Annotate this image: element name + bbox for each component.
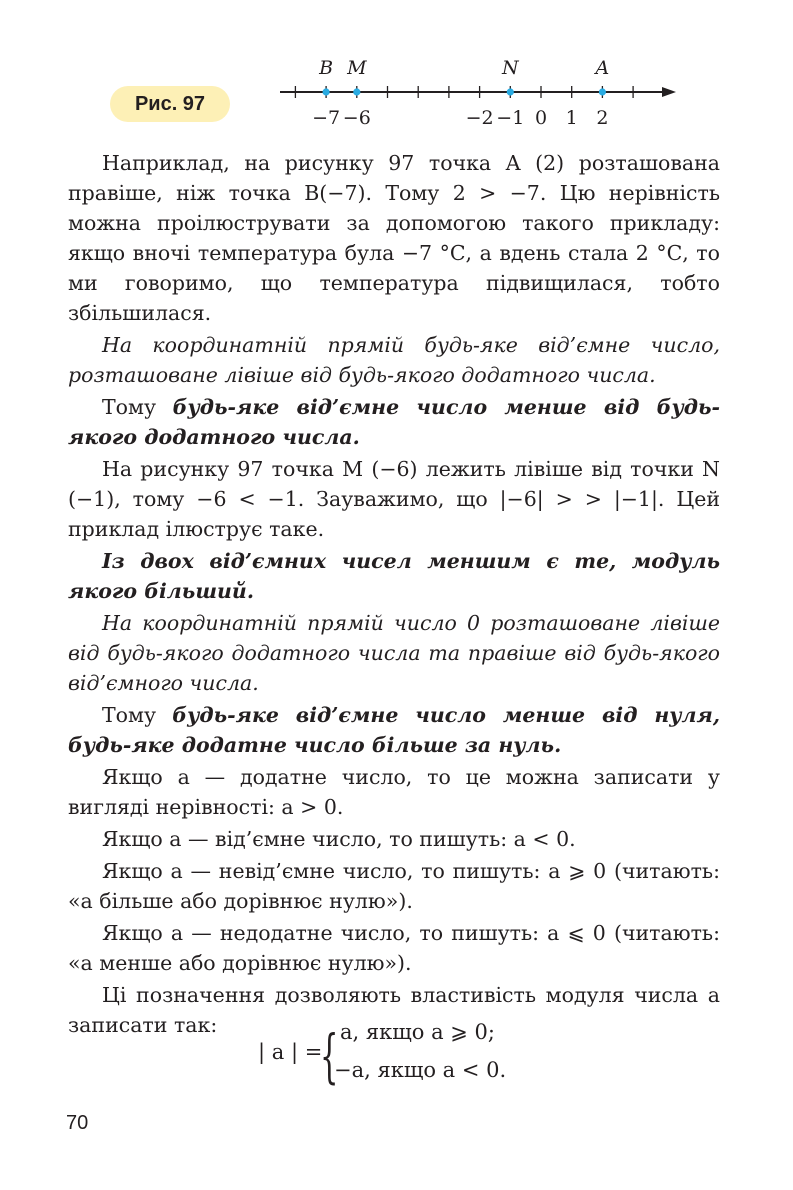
formula-case-1: a, якщо a ⩾ 0; [340,1020,495,1044]
modulus-formula [258,1020,558,1092]
formula-case-2: −a, якщо a < 0. [334,1058,507,1082]
point-label-M: M [347,57,367,79]
paragraph-nonnegative: Якщо a — невід’ємне число, то пишуть: a ⩾ 0 (читають: «a більше або дорівнює нулю»). [68,859,720,913]
tick-label: 2 [596,107,609,129]
number-line-axis [280,87,676,97]
tick-label: 0 [534,107,548,129]
conclusion-1-prefix: Тому [102,395,173,419]
paragraph-conclusion-1 [68,392,720,452]
paragraph-negative: Якщо a — від’ємне число, то пишуть: a < 0. [102,827,576,851]
paragraph-conclusion-2 [68,700,720,760]
tick-label: −1 [496,107,525,129]
tick-label: 1 [565,107,578,129]
conclusion-1-bold: будь-яке від’ємне число менше від будь-якого додатного числа. [68,395,720,449]
tick-label: −6 [342,107,371,129]
point-label-B: B [319,57,334,79]
paragraph-nonpositive: Якщо a — недодатне число, то пишуть: a ⩽ 0 (читають: «a менше або дорівнює нулю»). [68,921,720,975]
tick-label: −2 [465,107,494,129]
paragraph-rule-negative-positive: На координатній прямій будь-яке від’ємне число, розташоване лівіше від будь-якого додатного числа. [68,333,720,387]
paragraph-example: Наприклад, на рисунку 97 точка A (2) розташована правіше, ніж точка B(−7). Тому 2 > −7. Цю нерівність можна проілюструвати за допомогою такого прикладу: якщо вночі температура була −7 °С, а вдень стала 2 °С, то ми говоримо, що температура підвищилася, тобто збільшилася. [68,151,720,325]
paragraph-rule-negatives: Із двох від’ємних чисел меншим є те, модуль якого більший. [68,549,720,603]
paragraph-notation: Ці позначення дозволяють властивість модуля числа a записати так: [68,983,720,1037]
axis-arrow [662,87,676,97]
page-number: 70 [66,1112,89,1134]
point-N [507,88,514,95]
point-label-A: A [595,57,610,79]
point-B [323,88,330,95]
tick-label: −7 [312,107,341,129]
point-label-N: N [501,57,519,79]
paragraph-positive: Якщо a — додатне число, то це можна записати у вигляді нерівності: a > 0. [68,765,720,819]
text-body [68,148,720,1042]
point-A [599,88,606,95]
conclusion-2-prefix: Тому [102,703,173,727]
formula-brace: { [320,1022,339,1090]
number-line-points [318,57,609,96]
formula-lhs: | a | = [258,1040,323,1064]
conclusion-2-bold: будь-яке від’ємне число менше від нуля, будь-яке додатне число більше за нуль. [68,703,721,757]
point-M [353,88,360,95]
paragraph-example-negatives: На рисунку 97 точка M (−6) лежить лівіше від точки N (−1), тому −6 < −1. Зауважимо, що |−6| > > |−1|. Цей приклад ілюструє таке. [68,457,720,541]
paragraph-rule-zero: На координатній прямій число 0 розташоване лівіше від будь-якого додатного числа та правіше від будь-якого від’ємного числа. [68,611,720,695]
number-line [270,48,690,138]
number-line-tick-labels [312,107,608,129]
figure-label: Рис. 97 [110,86,230,122]
